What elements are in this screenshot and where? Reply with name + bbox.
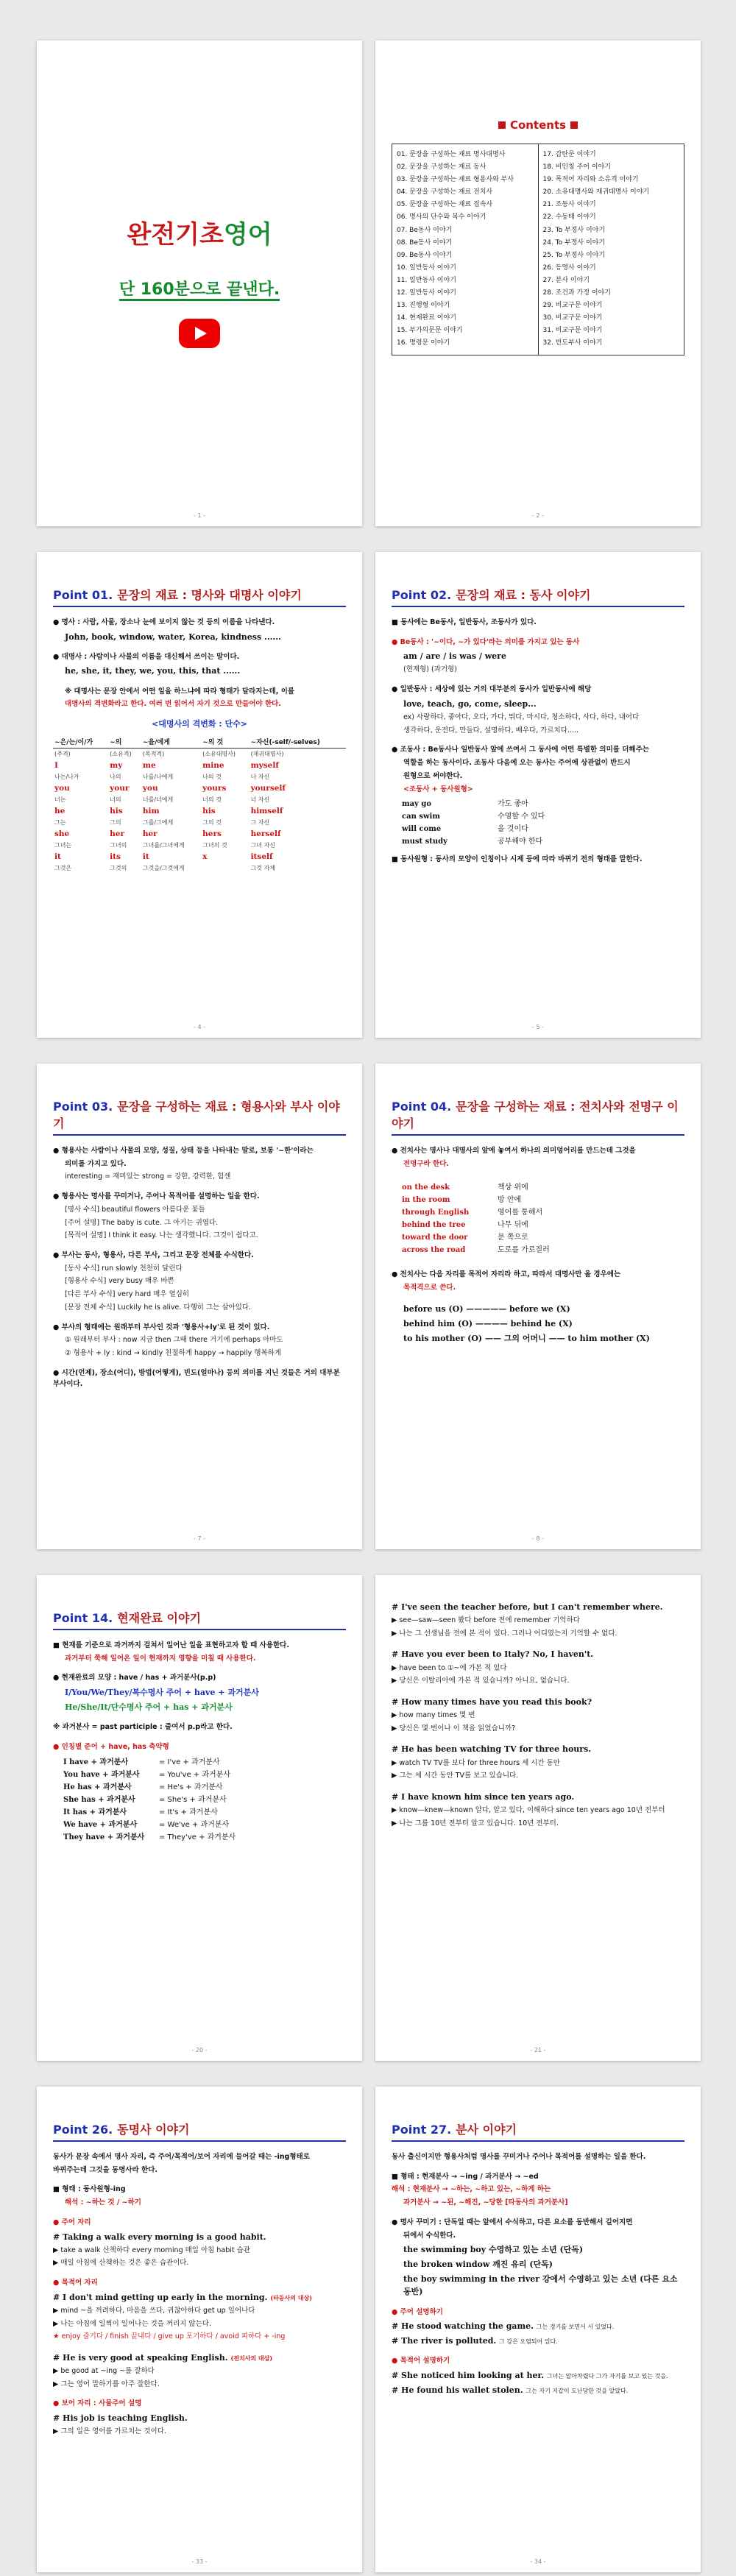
vocab-note: ▶ have been to ①~에 가본 적 있다 [392, 1663, 507, 1672]
pair-row [402, 798, 684, 810]
point-04-page [375, 1064, 701, 1549]
translation: ▶ 나는 그 선생님을 전에 본 적이 있다. 그러나 어디였는지 기억할 수 없다. [392, 1629, 618, 1638]
translation: 그녀는 알아차렸다 그가 자기를 보고 있는 것을. [546, 2373, 668, 2380]
table-row [53, 851, 346, 863]
table-header: ~은/는/이/가 [53, 735, 108, 749]
table-row [53, 863, 346, 874]
table-cell: his [202, 806, 216, 815]
toc-item[interactable]: 07. Be동사 이야기 [397, 226, 453, 234]
text-line: [주어 설명] The baby is cute. 그 아기는 귀엽다. [65, 1218, 219, 1227]
vocab-note: ▶ take a walk 산책하다 every morning 매일 아침 habit 습관 [53, 2246, 250, 2254]
pair-right: 문 쪽으로 [498, 1234, 528, 1242]
example-sentence: # He has been watching TV for three hours. [392, 1744, 592, 1755]
example-sentence: # The river is polluted. [392, 2336, 497, 2346]
table-row [53, 794, 346, 805]
table-cell: hers [202, 829, 222, 838]
pair-right: 공부해야 한다 [498, 838, 543, 846]
pair-row [63, 1769, 346, 1781]
toc-item[interactable]: 28. 조건과 가정 이야기 [542, 289, 611, 297]
example-sentence: # Have you ever been to Italy? No, I haven't. [392, 1649, 594, 1660]
pair-row [402, 1194, 684, 1206]
page-number: - 21 - [530, 2047, 546, 2053]
pair-row [402, 823, 684, 835]
translation: 그 강은 오염되어 있다. [499, 2338, 558, 2346]
toc-item[interactable]: 19. 목적어 자리와 소유격 이야기 [542, 176, 639, 184]
page-number: - 33 - [191, 2558, 208, 2565]
pair-left: in the room [402, 1196, 450, 1205]
pair-right: = I've + 과거분사 [159, 1758, 220, 1766]
pair-right: 나무 뒤에 [498, 1221, 528, 1230]
point-26-page [37, 2087, 362, 2572]
pair-right: 책상 위에 [498, 1183, 528, 1192]
text-line: ● 형용사는 명사를 꾸미거나, 주어나 목적어를 설명하는 일을 한다. [53, 1192, 260, 1201]
text-line: ● 보어 자리 : 사물주어 설명 [53, 2399, 142, 2408]
page-title: Point 14. 현재완료 이야기 [53, 1609, 346, 1630]
toc-item[interactable]: 29. 비교구문 이야기 [542, 302, 603, 310]
table-cell: 너는 [54, 796, 66, 803]
toc-item[interactable]: 21. 조동사 이야기 [542, 201, 596, 209]
text-line: 생각하다, 운전다, 만들다, 설명하다, 배우다, 가르치다..... [403, 726, 579, 735]
text-line: 대명사의 격변화라고 한다. 여러 번 읽어서 자기 것으로 만들어야 한다. [65, 700, 281, 709]
page-title: Point 04. 문장을 구성하는 재료 : 전치사와 전명구 이야기 [392, 1097, 684, 1136]
text-line: [목적어 설명] I think it easy. 나는 생각했니다. 그것이 쉽다고. [65, 1231, 258, 1240]
pair-row [63, 1794, 346, 1806]
text-line: ex) 사랑하다, 좋아다, 오다, 가다, 뛰다, 마시다, 청소하다, 사다, 하다, 내어다 [403, 712, 640, 721]
table-cell: 그의 [110, 818, 121, 826]
contraction-pairs [63, 1756, 346, 1844]
table-row [53, 828, 346, 840]
table-cell [201, 863, 249, 874]
vocab-note: ▶ mind ~을 꺼려하다, 마음을 쓰다, 귀찮아하다 get up 일어나다 [53, 2306, 255, 2315]
table-cell: he [54, 806, 66, 815]
point-02-page [375, 552, 701, 1038]
text-line: ■ 동사원형 : 동사의 모양이 인칭이나 시제 등에 따라 바뀌기 전의 형태를 말한다. [392, 855, 643, 864]
text-line: [형용사 수식] very busy 매우 바쁜 [65, 1277, 174, 1286]
translation: ▶ 나는 아침에 일찍이 일어나는 것을 꺼리지 않는다. [53, 2319, 212, 2328]
table-title: <대명사의 격변화 : 단수> [152, 718, 247, 729]
pair-row [402, 1244, 684, 1256]
toc-item[interactable]: 27. 분사 이야기 [542, 276, 590, 284]
page-title: Point 01. 문장의 재료 : 명사와 대명사 이야기 [53, 586, 346, 607]
table-subheader: (목적격) [142, 750, 165, 757]
square-icon [570, 121, 578, 129]
toc-item[interactable]: 31. 비교구문 이야기 [542, 327, 603, 335]
pair-left: will come [402, 825, 442, 834]
example-sentence: # She noticed him looking at her. [392, 2371, 545, 2381]
table-cell: my [110, 760, 123, 770]
pair-right: = You've + 과거분사 [159, 1770, 230, 1779]
table-row [53, 771, 346, 782]
pair-left: must study [402, 838, 447, 846]
pair-right: 올 것이다 [498, 825, 528, 834]
text-line: 동사가 문장 속에서 명사 자리, 즉 주어/목적어/보어 자리에 들어갈 때는 -ing형태로 [53, 2153, 310, 2161]
pair-right: = She's + 과거분사 [159, 1795, 227, 1804]
toc-item[interactable]: 06. 명사의 단수와 복수 이야기 [397, 213, 486, 222]
toc-item[interactable]: 05. 문장을 구성하는 재료 접속사 [397, 201, 493, 209]
text-line: ● 주어 설명하기 [392, 2307, 443, 2316]
table-cell: 너의 것 [202, 796, 222, 803]
contents-page [375, 40, 701, 526]
example-line: I/You/We/They/복수명사 주어 + have + 과거분사 [65, 1688, 259, 1698]
table-cell: 그녀 자신 [250, 841, 276, 849]
cover-page [37, 40, 362, 526]
pair-right: 방 안에 [498, 1196, 522, 1205]
translation: 그는 경기를 보면서 서 있었다. [536, 2324, 615, 2331]
text-line: ■ 동사에는 Be동사, 일반동사, 조동사가 있다. [392, 618, 537, 626]
table-row [53, 817, 346, 828]
table-cell: myself [250, 760, 279, 770]
page-number: - 1 - [194, 512, 205, 519]
point-01-page [37, 552, 362, 1038]
pair-right: 수영할 수 있다 [498, 813, 545, 821]
table-row [53, 782, 346, 794]
text-line: ■ 형태 : 동사원형-ing [53, 2185, 126, 2194]
text-line: 목적격으로 쓴다. [403, 1284, 456, 1292]
example-line: he, she, it, they, we, you, this, that ...... [65, 666, 241, 676]
point-14-page [37, 1575, 362, 2061]
table-cell: 그것의 [110, 864, 127, 871]
table-cell: 너의 [110, 796, 121, 803]
text-line: ● 명사 : 사람, 사물, 장소나 눈에 보이지 않는 것 등의 이름을 나타낸다. [53, 618, 275, 626]
page-title: Point 27. 분사 이야기 [392, 2120, 684, 2142]
table-row [53, 760, 346, 771]
table-cell: 그것 자체 [250, 864, 276, 871]
text-line: <조동사 + 동사원형> [403, 785, 473, 793]
text-line: ● 대명사 : 사람이나 사물의 이름을 대신해서 쓰이는 말이다. [53, 652, 240, 661]
text-line: ② 형용사 + ly : kind → kindly 친절하게 happy → happily 행복하게 [65, 1349, 282, 1358]
page-21 [375, 1575, 701, 2061]
text-line: interesting = 재미있는 strong = 강한, 강력한, 힘센 [65, 1172, 231, 1181]
text-line: 과거부터 쭉해 일어온 일이 현재까지 영향을 미칠 때 사용한다. [65, 1654, 256, 1663]
table-subheader: (재귀대명사) [250, 750, 284, 757]
example-sentence: # I've seen the teacher before, but I can't remember where. [392, 1602, 663, 1612]
note: (타동사의 대상) [270, 2293, 313, 2301]
toc-item[interactable]: 08. Be동사 이야기 [397, 238, 453, 247]
tip-line: ★ enjoy 즐기다 / finish 끝내다 / give up 포기하다 / avoid 피하다 + -ing [53, 2332, 286, 2341]
toc-item[interactable]: 13. 진행형 이야기 [397, 302, 450, 310]
example-line: the swimming boy 수영하고 있는 소년 (단독) [403, 2245, 584, 2255]
text-line: ※ 대명사는 문장 안에서 어떤 일을 하느냐에 따라 형태가 달라지는데, 이를 [65, 687, 295, 696]
pair-left: may go [402, 800, 432, 809]
text-line: ● 주어 자리 [53, 2218, 91, 2226]
toc-item[interactable]: 14. 현재완료 이야기 [397, 314, 456, 322]
text-line: ① 원래부터 부사 : now 지금 then 그때 there 거기에 perhaps 아마도 [65, 1336, 283, 1345]
pair-row [402, 1219, 684, 1231]
toc-item[interactable]: 03. 문장을 구성하는 재료 형용사와 부사 [397, 176, 514, 184]
table-subheader: (주격) [54, 750, 71, 757]
pair-left: toward the door [402, 1234, 468, 1242]
toc-item[interactable]: 24. To 부정사 이야기 [542, 238, 606, 247]
table-cell: you [54, 783, 70, 793]
pair-left: through English [402, 1209, 470, 1217]
table-subheader: (소유격) [110, 750, 132, 757]
translation: ▶ 그의 일은 영어를 가르치는 것이다. [53, 2427, 166, 2436]
pair-left: I have + 과거분사 [63, 1758, 129, 1766]
pair-row [402, 1231, 684, 1244]
vocab-note: ▶ know—knew—known 알다, 알고 있다, 이해하다 since ten years ago 10년 전부터 [392, 1805, 665, 1814]
table-row [53, 805, 346, 817]
table-cell: her [110, 829, 124, 838]
pair-left: They have + 과거분사 [63, 1833, 145, 1841]
pair-row [63, 1781, 346, 1794]
pronoun-table [53, 735, 346, 874]
text-line: ● 부사의 형태에는 원래부터 부사인 것과 '형용사+ly'로 된 것이 있다. [53, 1323, 270, 1331]
text-line: ● 부사는 동사, 형용사, 다른 부사, 그리고 문장 전체를 수식한다. [53, 1251, 254, 1260]
table-cell: 너 자신 [250, 796, 270, 803]
table-cell: 그것은 [54, 864, 72, 871]
example-line: love, teach, go, come, sleep... [403, 698, 537, 709]
text-line: 바뀌주는데 그것을 동명사라 한다. [53, 2165, 158, 2174]
text-line: ● 전치사는 명사나 대명사의 앞에 놓여서 하나의 의미덩어리를 만드는데 그것을 [392, 1147, 636, 1155]
toc-item[interactable]: 16. 명령문 이야기 [397, 339, 450, 347]
table-cell: 그녀의 [110, 841, 127, 849]
contents-title: Contents [392, 118, 684, 132]
table-cell: 나의 것 [202, 773, 222, 780]
example-sentence: # I don't mind getting up early in the morning. [53, 2292, 268, 2302]
table-header: ~의 것 [201, 735, 249, 749]
toc-item[interactable]: 10. 일반동사 이야기 [397, 263, 456, 272]
table-cell: 그녀는 [54, 841, 72, 849]
pair-left: She has + 과거분사 [63, 1795, 135, 1804]
table-cell: her [142, 829, 158, 838]
translation: ▶ 당신은 몇 번이나 이 책을 읽었습니까? [392, 1724, 516, 1733]
page-number: - 2 - [532, 512, 544, 519]
text-line: ● 목적어 자리 [53, 2279, 98, 2287]
table-cell: 나를/나에게 [142, 773, 174, 780]
pair-right: 가도 좋아 [498, 800, 528, 809]
example-sentence: # He stood watching the game. [392, 2321, 534, 2332]
toc-item[interactable]: 23. To 부정사 이야기 [542, 226, 606, 234]
table-cell: himself [250, 806, 283, 815]
page-title: Point 26. 동명사 이야기 [53, 2120, 346, 2142]
table-cell: 그는 [54, 818, 66, 826]
page-number: - 34 - [530, 2558, 546, 2565]
text-line: [문장 전체 수식] Luckily he is alive. 다행히 그는 살아있다. [65, 1303, 252, 1312]
table-cell: 그것을/그것에게 [142, 864, 185, 871]
pair-row [63, 1831, 346, 1844]
toc-item[interactable]: 22. 수동태 이야기 [542, 213, 596, 222]
cover-subtitle: 단 160분으로 끝낸다. [53, 277, 346, 300]
pair-right: = It's + 과거분사 [159, 1808, 218, 1816]
example-sentence: # How many times have you read this book? [392, 1696, 592, 1707]
pair-left: can swim [402, 813, 440, 821]
vocab-note: ▶ watch TV TV를 보다 for three hours 세 시간 동안 [392, 1758, 560, 1767]
translation: ▶ 나는 그를 10년 전부터 알고 있습니다. 10년 전부터. [392, 1819, 559, 1827]
toc-item[interactable]: 32. 빈도부사 이야기 [542, 339, 603, 347]
translation: ▶ 당신은 이탈리아에 가본 적 있습니까? 아니요, 없습니다. [392, 1677, 570, 1685]
translation: ▶ 매일 아침에 산책하는 것은 좋은 습관이다. [53, 2259, 189, 2268]
text-line: ● 일반동사 : 세상에 있는 거의 대부분의 동사가 일반동사에 해당 [392, 685, 592, 694]
table-header: ~을/에게 [141, 735, 201, 749]
text-line: 뒤에서 수식한다. [403, 2231, 456, 2240]
pair-left: across the road [402, 1246, 466, 1255]
table-cell: it [54, 852, 61, 861]
table-cell: its [110, 852, 121, 861]
toc-item[interactable]: 25. To 부정사 이야기 [542, 251, 606, 259]
cover-title: 완전기초영어 [127, 220, 272, 250]
page-title: Point 03. 문장을 구성하는 재료 : 형용사와 부사 이야기 [53, 1097, 346, 1136]
table-cell: 그를/그에게 [142, 818, 174, 826]
toc-item[interactable]: 11. 일반동사 이야기 [397, 276, 456, 284]
toc-item[interactable]: 30. 비교구문 이야기 [542, 314, 603, 322]
page-number: - 4 - [194, 1024, 205, 1030]
toc-right-column [538, 144, 684, 355]
note: (전치사의 대상) [230, 2354, 273, 2362]
text-line: [동사 수식] run slowly 천천히 달린다 [65, 1264, 183, 1273]
vocab-note: ▶ be good at ~ing ~를 잘하다 [53, 2367, 155, 2376]
table-of-contents [392, 144, 684, 355]
pair-left: He has + 과거분사 [63, 1783, 132, 1791]
table-cell: him [142, 806, 160, 815]
table-cell: 그녀를/그녀에게 [142, 841, 185, 849]
example-pairs [402, 1181, 684, 1256]
table-cell: x [202, 852, 208, 861]
example-pairs [402, 798, 684, 848]
example-line: before us (O) ————— before we (X) [403, 1303, 570, 1314]
table-cell: his [110, 806, 123, 815]
text-line: [명사 수식] beautiful flowers 아름다운 꽃들 [65, 1205, 205, 1214]
text-line: 해석 : ~하는 것 / ~하기 [65, 2198, 141, 2207]
pair-row [402, 1206, 684, 1219]
table-cell: 너를/너에게 [142, 796, 174, 803]
example-line: John, book, window, water, Korea, kindness ...... [65, 631, 281, 642]
text-line: 역할을 하는 동사이다. 조동사 다음에 오는 동사는 주어에 상관없이 반드시 [403, 759, 631, 768]
toc-item[interactable]: 15. 부가의문문 이야기 [397, 327, 463, 335]
pair-row [402, 810, 684, 823]
translation: 그는 자기 지갑이 도난당한 것을 알았다. [526, 2388, 629, 2395]
text-line: ● 인칭별 준어 + have, has 축약형 [53, 1742, 169, 1751]
text-line: ■ 현재를 기준으로 과거까지 걸쳐서 일어난 일을 표현하고자 할 때 사용한다. [53, 1641, 289, 1649]
table-cell: 나의 [110, 773, 121, 780]
pair-row [402, 835, 684, 848]
text-line: ● 명사 꾸미기 : 단독일 때는 앞에서 수식하고, 다른 요소를 동반해서 길어지면 [392, 2218, 633, 2226]
text-line: ● 목적어 설명하기 [392, 2357, 450, 2366]
toc-item[interactable]: 26. 동명사 이야기 [542, 263, 596, 272]
text-line: 의미를 가지고 있다. [65, 1159, 127, 1168]
text-line: ● Be동사 : '~이다, ~가 있다'라는 의미를 가지고 있는 동사 [392, 637, 580, 646]
table-cell: me [142, 760, 156, 770]
table-cell: she [54, 829, 70, 838]
table-header: ~자신(-self/-selves) [250, 735, 346, 749]
text-line: ● 전치사는 다음 자리를 목적어 자리라 하고, 따라서 대명사만 올 경우에는 [392, 1270, 621, 1279]
pair-right: 영어를 통해서 [498, 1209, 543, 1217]
table-row [53, 840, 346, 851]
pair-right: = They've + 과거분사 [159, 1833, 236, 1841]
table-cell: 그 자신 [250, 818, 270, 826]
pair-row [402, 1181, 684, 1194]
table-cell: yourself [250, 783, 286, 793]
point-27-page [375, 2087, 701, 2572]
example-sentence: # He found his wallet stolen. [392, 2385, 523, 2396]
page-number: - 8 - [532, 1535, 544, 1542]
table-cell: your [110, 783, 130, 793]
vocab-note: ▶ see—saw—seen 봤다 before 전에 remember 기억하다 [392, 1616, 580, 1625]
toc-item[interactable]: 12. 일반동사 이야기 [397, 289, 456, 297]
translation: ▶ 그는 영어 말하기를 아주 잘한다. [53, 2379, 160, 2388]
pair-left: behind the tree [402, 1221, 466, 1230]
point-03-page [37, 1064, 362, 1549]
pair-right: = We've + 과거분사 [159, 1820, 230, 1829]
text-line: ※ 과거분사 = past participle : 줄여서 p.p라고 한다. [53, 1723, 233, 1732]
example-sentence: # His job is teaching English. [53, 2413, 188, 2424]
text-line: 동사 출신이지만 형용사처럼 명사를 꾸미거나 주어나 목적어를 설명하는 일을 한다. [392, 2153, 646, 2161]
example-sentence: # He is very good at speaking English. [53, 2353, 228, 2363]
text-line: 전명구라 한다. [403, 1159, 449, 1168]
pair-right: 도로를 가로질러 [498, 1246, 550, 1255]
text-line: 원형으로 써야한다. [403, 771, 463, 780]
example-line: behind him (O) ———— behind he (X) [403, 1318, 573, 1328]
toc-item[interactable]: 17. 감탄문 이야기 [542, 151, 596, 158]
table-cell: 나는/나가 [54, 773, 79, 780]
toc-item[interactable]: 18. 비인칭 주어 이야기 [542, 163, 611, 171]
example-line: am / are / is was / were [403, 651, 506, 662]
pair-left: You have + 과거분사 [63, 1770, 140, 1779]
pair-left: We have + 과거분사 [63, 1820, 138, 1829]
toc-left-column [392, 144, 538, 355]
table-cell: you [142, 783, 158, 793]
text-line: ● 현재완료의 모양 : have / has + 과거분사(p.p) [53, 1674, 216, 1682]
text-line: ● 형용사는 사람이나 사물의 모양, 성질, 상태 등을 나타내는 말로, 보통 '~한'이라는 [53, 1147, 314, 1155]
table-cell: 나 자신 [250, 773, 270, 780]
page-number: - 20 - [191, 2047, 208, 2053]
table-cell: yours [202, 783, 227, 793]
toc-item[interactable]: 01. 문장을 구성하는 재료 명사대명사 [397, 151, 506, 158]
table-cell: 그녀의 것 [202, 841, 227, 849]
table-cell: itself [250, 852, 273, 861]
example-line: He/She/It/단수명사 주어 + has + 과거분사 [65, 1702, 233, 1713]
page-number: - 7 - [194, 1535, 205, 1542]
table-header: ~의 [108, 735, 141, 749]
example-line: the broken window 깨진 유리 (단독) [403, 2260, 553, 2270]
table-cell: 그의 것 [202, 818, 222, 826]
text-line: ■ 형태 : 현재분사 → ~ing / 과거분사 → ~ed [392, 2172, 539, 2181]
pair-left: on the desk [402, 1183, 450, 1192]
example-sentence: # I have known him since ten years ago. [392, 1791, 575, 1802]
text-line: ● 시간(언제), 장소(어디), 방법(어떻게), 빈도(얼마나) 등의 의미를 지닌 것들은 거의 대부분 부사이다. [53, 1368, 340, 1388]
page-title: Point 02. 문장의 재료 : 동사 이야기 [392, 586, 684, 607]
toc-item[interactable]: 20. 소유대명사와 재귀대명사 이야기 [542, 188, 650, 197]
text-line: 해석 : 현재분사 → ~하는, ~하고 있는, ~하게 하는 [392, 2185, 551, 2194]
example-line: to his mother (O) —— 그의 어머니 —— to him mother (X) [403, 1333, 650, 1343]
pair-row [63, 1819, 346, 1831]
page-number: - 5 - [532, 1024, 544, 1030]
example-sentence: # Taking a walk every morning is a good habit. [53, 2232, 266, 2242]
table-subheader: (소유대명사) [202, 750, 236, 757]
vocab-note: ▶ how many times 몇 번 [392, 1711, 475, 1720]
pair-left: It has + 과거분사 [63, 1808, 127, 1816]
text-line: [다른 부사 수식] very hard 매우 열심히 [65, 1290, 190, 1299]
pair-right: = He's + 과거분사 [159, 1783, 223, 1791]
youtube-play-icon[interactable] [179, 319, 220, 348]
table-cell: mine [202, 760, 224, 770]
example-line: the boy swimming in the river 강에서 수영하고 있는 소년 (다른 요소 동반) [403, 2274, 678, 2297]
pair-row [63, 1756, 346, 1769]
square-icon [498, 121, 506, 129]
table-cell: it [142, 852, 149, 861]
text-line: (현재형) (과거형) [403, 665, 457, 674]
text-line: ● 조동사 : Be동사나 일반동사 앞에 쓰여서 그 동사에 어떤 특별한 의미를 더해주는 [392, 746, 649, 754]
text-line: 과거분사 → ~된, ~해진, ~당한 [타동사의 과거분사] [403, 2198, 568, 2207]
toc-item[interactable]: 04. 문장을 구성하는 재료 전치사 [397, 188, 493, 197]
pair-row [63, 1806, 346, 1819]
toc-item[interactable]: 09. Be동사 이야기 [397, 251, 453, 259]
translation: ▶ 그는 세 시간 동안 TV를 보고 있습니다. [392, 1772, 519, 1780]
table-cell: I [54, 760, 58, 770]
table-cell: herself [250, 829, 281, 838]
toc-item[interactable]: 02. 문장을 구성하는 재료 동사 [397, 163, 486, 171]
